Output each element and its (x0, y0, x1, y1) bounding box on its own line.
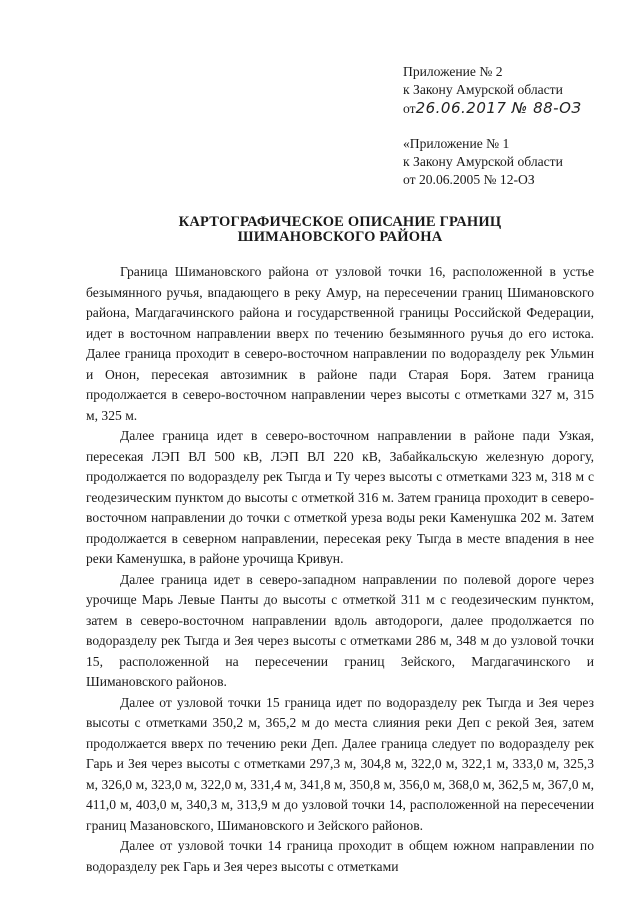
body-paragraph: Далее граница идет в северо-восточном направлении в районе пади Узкая, пересекая ЛЭП ВЛ 500 кВ, ЛЭП ВЛ 220 кВ, Забайкальскую железную дорогу, продолжается по водоразделу рек Тыгда и Ту через высоты с отметками 323 м, 318 м с геодезическим пунктом до высоты с отметкой 316 м. Затем граница проходит в северо-восточном направлении до точки с отметкой уреза воды реки Каменушка 202 м. Затем продолжается в северном направлении, пересекая реку Тыгда в месте впадения в нее реки Каменушка, в районе урочища Кривун. (86, 428, 594, 566)
document-body (86, 262, 594, 877)
body-paragraph: Далее от узловой точки 14 граница проходит в общем южном направлении по водоразделу рек Гарь и Зея через высоты с отметками (86, 838, 594, 874)
document-title-line-2: ШИМАНОВСКОГО РАЙОНА (237, 229, 443, 245)
appendix-2-header (403, 63, 582, 118)
document-title (90, 215, 590, 245)
appendix-2-date-prefix: от (403, 101, 416, 116)
appendix-1-header (403, 135, 563, 189)
handwritten-date-number: 26.06.2017 № 88-ОЗ (415, 99, 582, 117)
appendix-1-number: «Приложение № 1 (403, 136, 510, 151)
body-paragraph: Далее граница идет в северо-западном направлении по полевой дороге через урочище Марь Левые Панты до высоты с отметкой 311 м с геодезическим пунктом, затем в северо-восточном направлении вдоль автодороги, далее продолжается по водоразделу рек Тыгда и Зея через высоты с отметками 286 м, 348 м до узловой точки 15, расположенной на пересечении границ Зейского, Магдагачинского и Шимановского районов. (86, 571, 594, 689)
appendix-2-date (403, 99, 582, 118)
appendix-1-date: от 20.06.2005 № 12-ОЗ (403, 172, 535, 187)
appendix-2-number: Приложение № 2 (403, 64, 503, 79)
body-paragraph: Далее от узловой точки 15 граница идет по водоразделу рек Тыгда и Зея через высоты с отметками 350,2 м, 365,2 м до места слияния реки Деп с рекой Зея, затем продолжается вверх по течению реки Деп. Далее граница следует по водоразделу рек Гарь и Зея через высоты с отметками 297,3 м, 304,8 м, 322,0 м, 322,1 м, 333,0 м, 325,3 м, 326,0 м, 323,0 м, 322,0 м, 331,4 м, 341,8 м, 350,8 м, 356,0 м, 368,0 м, 362,5 м, 367,0 м, 411,0 м, 403,0 м, 340,3 м, 313,9 м до узловой точки 14, расположенной на пересечении границ Мазановского, Шимановского и Зейского районов. (86, 694, 594, 833)
body-paragraph: Граница Шимановского района от узловой точки 16, расположенной в устье безымянного ручья, впадающего в реку Амур, на пересечении границ Шимановского района, Магдагачинского района и государственной границы Российской Федерации, идет в восточном направлении вверх по течению безымянного ручья до его истока. Далее граница проходит в северо-восточном направлении по водоразделу рек Ульмин и Онон, пересекая автозимник в районе пади Старая Боря. Затем граница продолжается в северо-восточном направлении через высоты с отметками 327 м, 315 м, 325 м. (86, 264, 594, 423)
appendix-1-law: к Закону Амурской области (403, 154, 563, 169)
appendix-2-law: к Закону Амурской области (403, 82, 563, 97)
document-title-line-1: КАРТОГРАФИЧЕСКОЕ ОПИСАНИЕ ГРАНИЦ (178, 214, 502, 230)
